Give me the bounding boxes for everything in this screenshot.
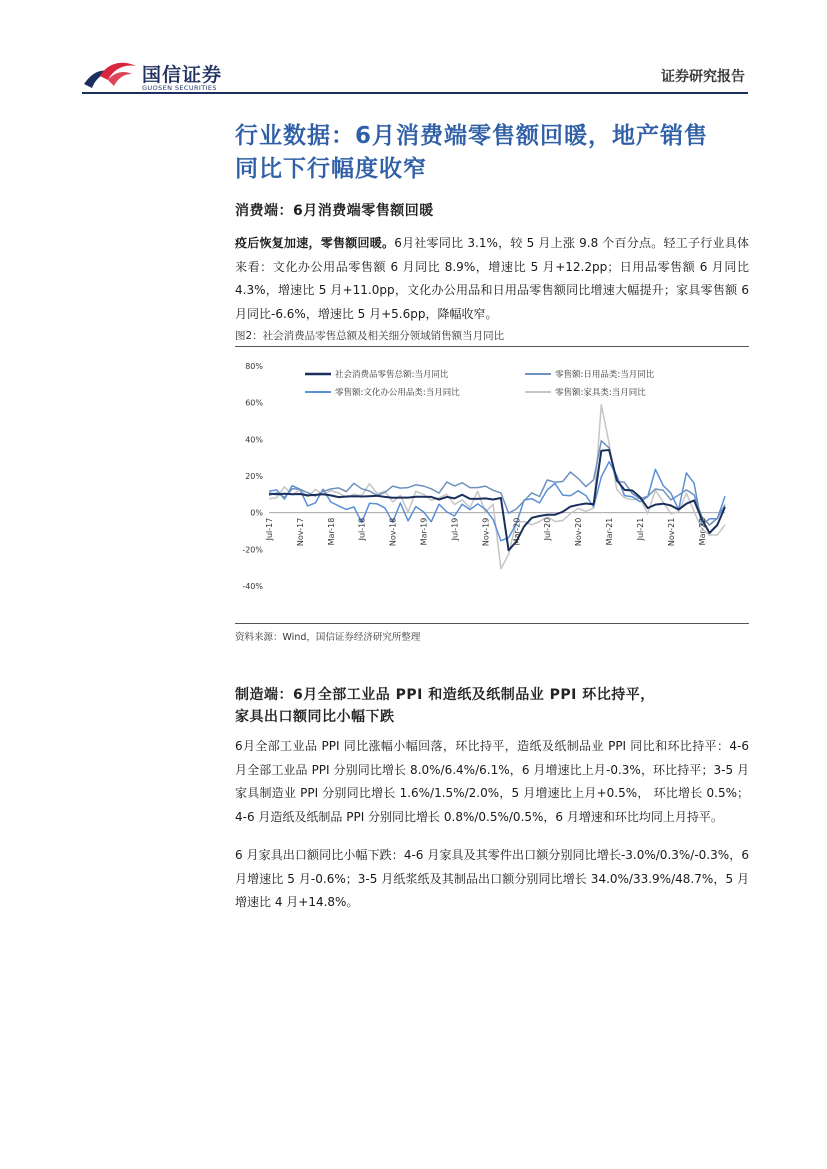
legend-label: 零售额:日用品类:当月同比 — [555, 370, 655, 380]
series-line — [269, 462, 725, 541]
paragraph-ppi: 6月全部工业品 PPI 同比涨幅小幅回落，环比持平，造纸及纸制品业 PPI 同比和环比持平：4-6 月全部工业品 PPI 分别同比增长 8.0%/6.4%/6.1%，6 月增速比上月-0.3%，环比持平；3-5 月家具制造业 PPI 分别同比增长 1.6%/1.5%/2.0%，5 月增速比上月+0.5%， 环比增长 0.5%；4-6 月造纸及纸制品 PPI 分别同比增长 0.8%/0.5%/0.5%，6 月增速和环比均同上月持平。 — [235, 739, 749, 824]
x-tick-label: Jul-18 — [357, 517, 367, 541]
brand-name-en: GUOSEN SECURITIES — [142, 84, 217, 92]
x-tick-label: Mar-19 — [419, 517, 429, 546]
y-tick-label: 0% — [250, 508, 263, 518]
x-tick-label: Mar-21 — [605, 517, 615, 546]
paragraph-export: 6 月家具出口额同比小幅下跌：4-6 月家具及其零件出口额分别同比增长-3.0%/0.3%/-0.3%，6 月增速比 5 月-0.6%；3-5 月纸浆纸及其制品出口额分别同比增长 34.0%/33.9%/48.7%，5 月增速比 4 月+14.8%。 — [235, 848, 749, 909]
page-title — [235, 120, 755, 186]
retail-sales-line-chart — [235, 350, 749, 620]
x-tick-label: Mar-22 — [697, 517, 707, 546]
header-divider — [82, 92, 748, 94]
x-tick-label: Nov-18 — [388, 517, 398, 547]
figure-bottom-rule — [235, 623, 749, 624]
figure-source: 资料来源：Wind，国信证券经济研究所整理 — [235, 632, 421, 643]
legend-label: 零售额:家具类:当月同比 — [555, 388, 646, 398]
x-tick-label: Nov-21 — [666, 517, 676, 547]
section-heading-manufacturing-line-1: 制造端：6月全部工业品 PPI 和造纸及纸制品业 PPI 环比持平， — [235, 687, 655, 703]
legend-label: 零售额:文化办公用品类:当月同比 — [335, 388, 460, 398]
report-type-label: 证券研究报告 — [661, 69, 745, 85]
x-tick-label: Nov-17 — [295, 517, 305, 547]
y-tick-label: -40% — [242, 582, 263, 591]
page-title-line-2: 同比下行幅度收窄 — [235, 156, 427, 182]
x-tick-label: Jul-19 — [450, 517, 460, 541]
paragraph-consumer-lead: 疫后恢复加速，零售额回暖。 — [235, 236, 395, 250]
y-tick-label: -20% — [242, 545, 263, 555]
brand-name-cn: 国信证券 — [142, 64, 223, 86]
y-tick-label: 20% — [245, 472, 263, 481]
x-tick-label: Mar-18 — [326, 517, 336, 546]
section-heading-manufacturing-line-2: 家具出口额同比小幅下跌 — [235, 709, 395, 725]
page-header — [0, 0, 827, 96]
x-tick-label: Jul-17 — [265, 517, 274, 541]
y-tick-label: 80% — [245, 362, 263, 371]
figure-top-rule — [235, 346, 749, 347]
figure-caption: 图2：社会消费品零售总额及相关细分领域销售额当月同比 — [235, 330, 505, 342]
x-tick-label: Jul-20 — [543, 517, 553, 541]
y-tick-label: 60% — [245, 398, 263, 408]
page-title-line-1: 行业数据：6月消费端零售额回暖，地产销售 — [235, 123, 709, 149]
x-tick-label: Nov-19 — [481, 517, 491, 547]
guosen-logo-icon — [82, 58, 138, 90]
series-line — [269, 405, 725, 569]
x-tick-label: Mar-20 — [512, 517, 522, 546]
section-heading-consumer: 消费端：6月消费端零售额回暖 — [235, 203, 434, 219]
y-tick-label: 40% — [245, 435, 263, 445]
paragraph-consumer — [235, 232, 749, 326]
section-heading-manufacturing — [235, 684, 655, 728]
paragraph-consumer-body: 6月社零同比 3.1%，较 5 月上涨 9.8 个百分点。轻工子行业具体来看：文化办公用品零售额 6 月同比 8.9%，增速比 5 月+12.2pp；日用品零售额 6 月同比 4.3%，增速比 5 月+11.0pp，文化办公用品和日用品零售额同比增速大幅提升；家具零售额 6 月同比-6.6%，增速比 5 月+5.6pp，降幅收窄。 — [235, 236, 749, 321]
x-tick-label: Nov-20 — [574, 517, 584, 547]
x-tick-label: Jul-21 — [635, 517, 645, 541]
legend-label: 社会消费品零售总额:当月同比 — [335, 370, 449, 380]
